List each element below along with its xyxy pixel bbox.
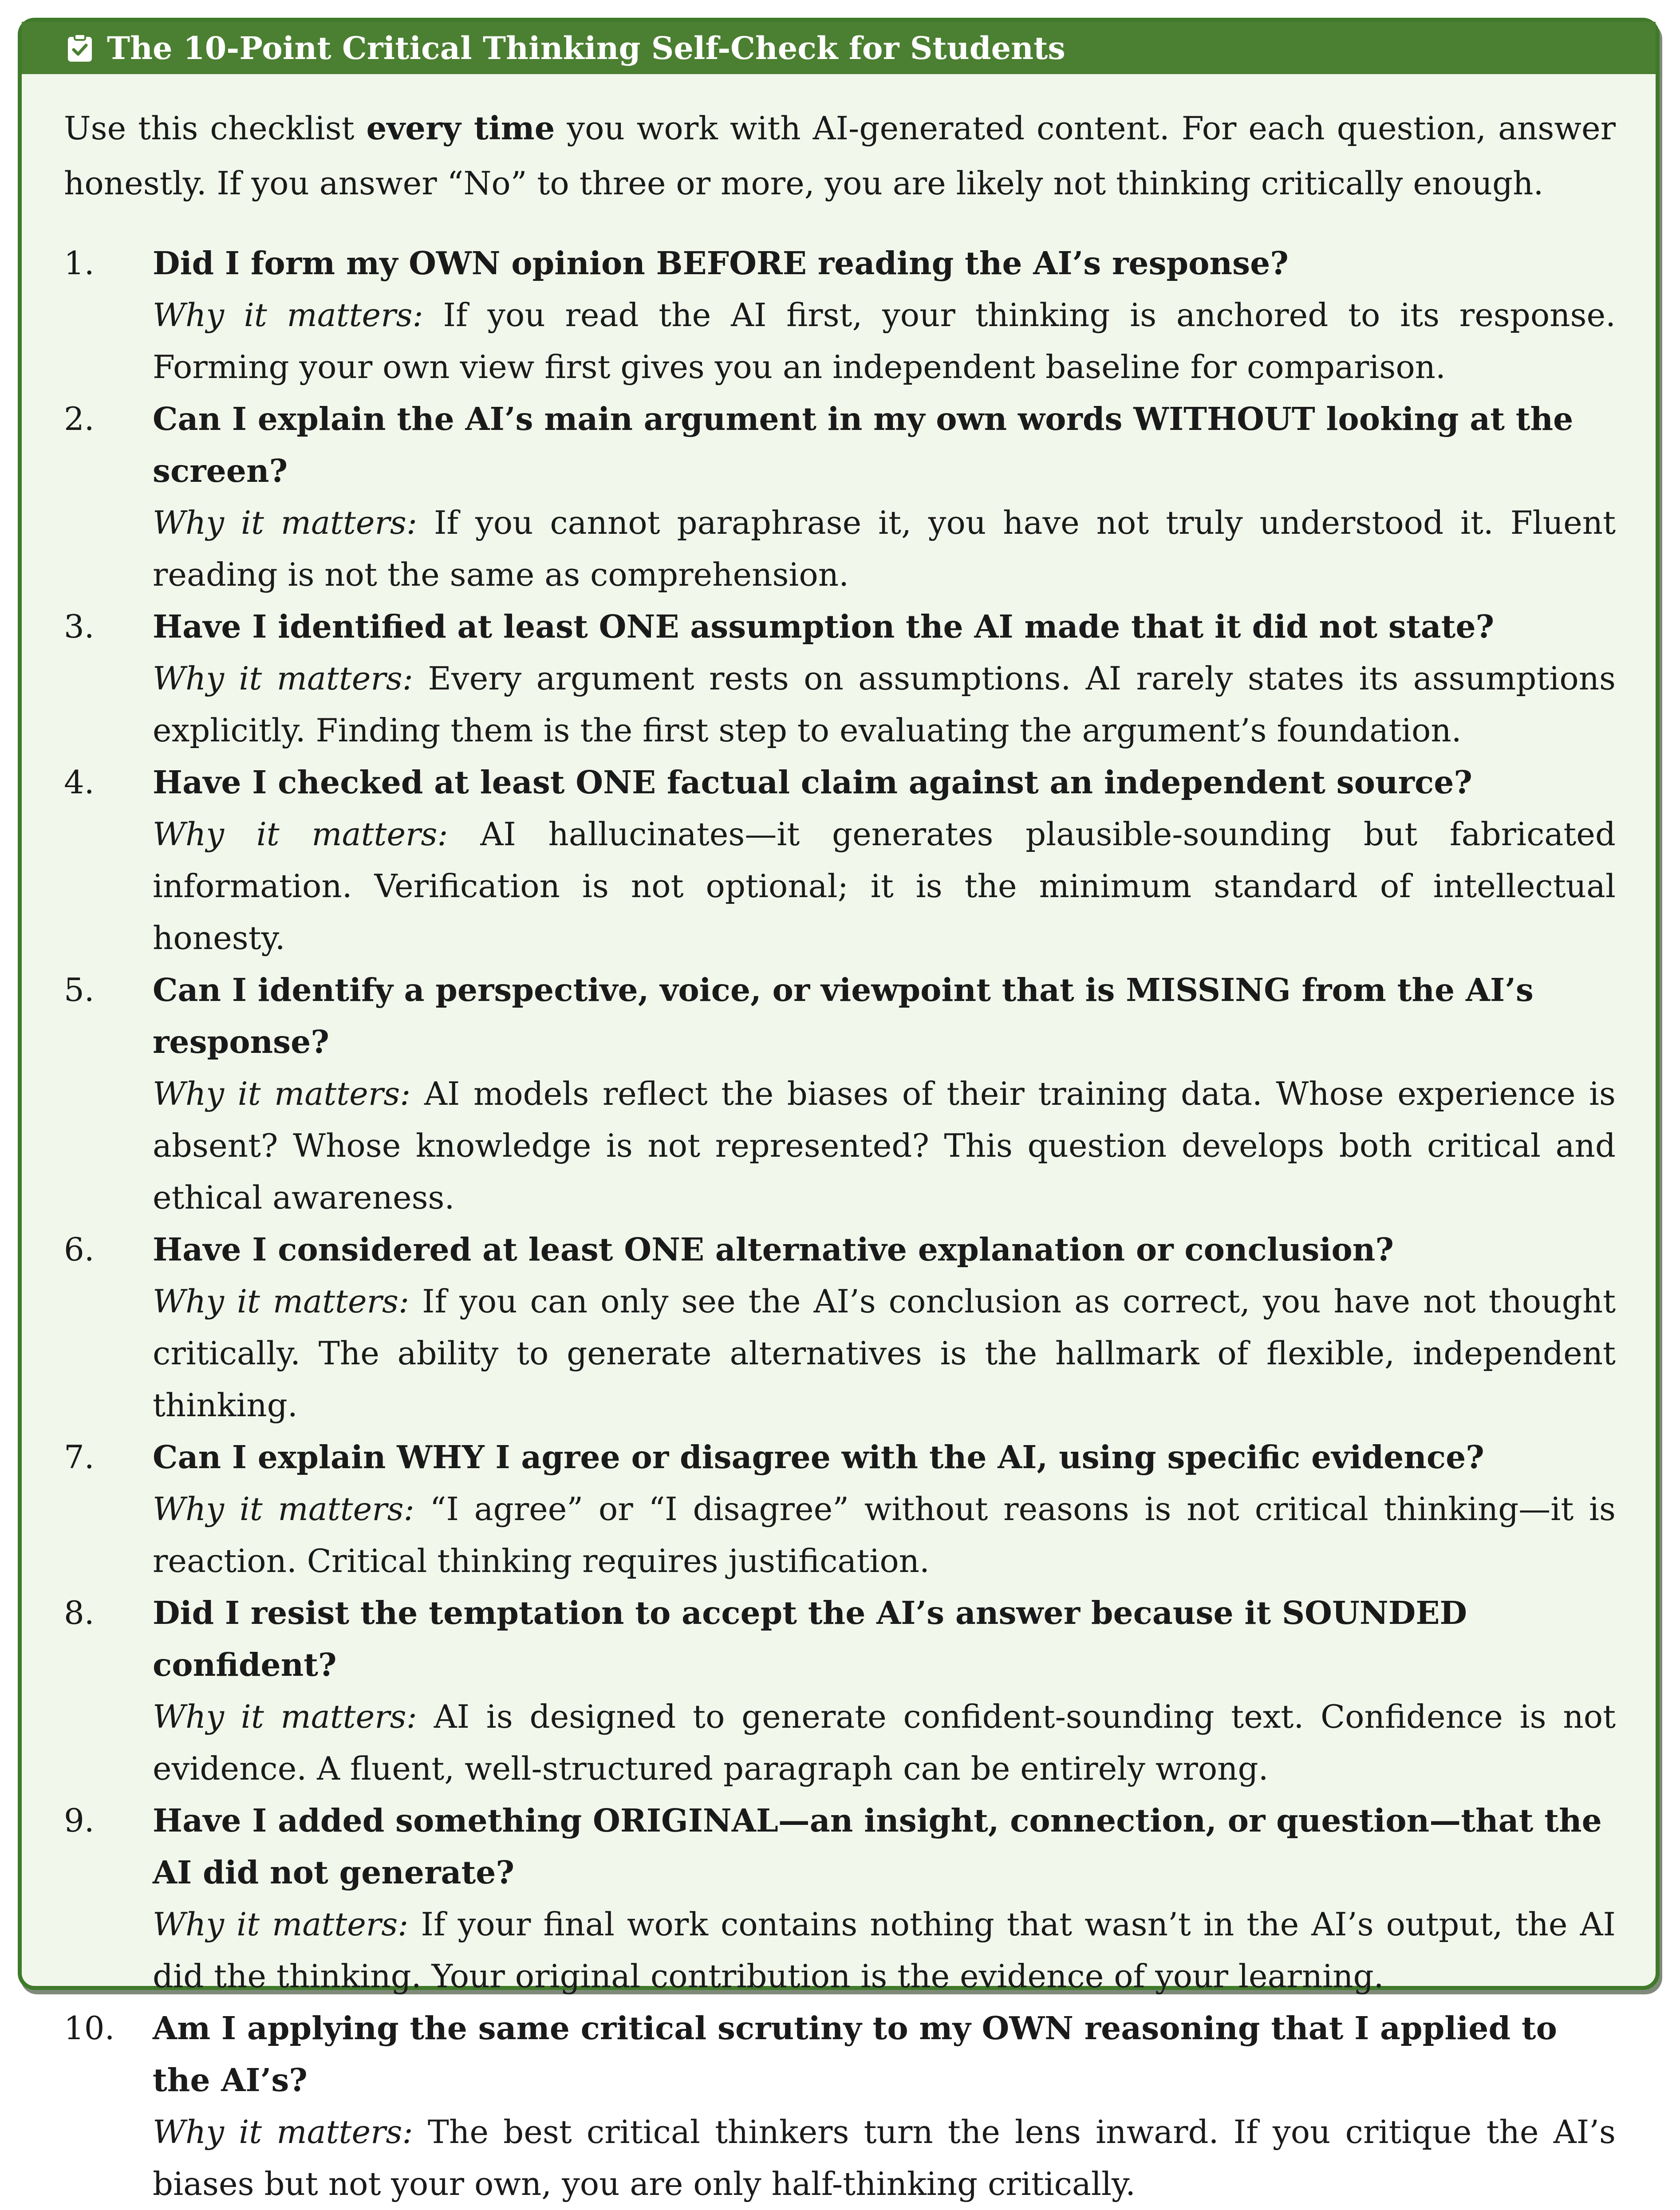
item-why-it-matters <box>153 1691 1616 1795</box>
item-body <box>153 1587 1616 1795</box>
why-text: If you can only see the AI’s conclusion as correct, you have not thought critically. The ability to generate alternatives is the hallmark of flexible, independent thinking. <box>153 1283 1616 1424</box>
item-why-it-matters <box>153 653 1616 756</box>
item-question: Am I applying the same critical scrutiny to my OWN reasoning that I applied to the AI’s? <box>153 2009 1557 2099</box>
why-label: Why it matters: <box>153 1906 409 1943</box>
why-text: If you cannot paraphrase it, you have not truly understood it. Fluent reading is not the same as comprehension. <box>153 504 1616 593</box>
checklist-item <box>64 756 1616 964</box>
item-number: 8. <box>64 1594 95 1631</box>
checklist-item <box>64 2002 1616 2210</box>
item-number: 4. <box>64 764 95 801</box>
why-label: Why it matters: <box>153 815 448 853</box>
item-question: Have I considered at least ONE alternative explanation or conclusion? <box>153 1231 1394 1268</box>
checklist-title: The 10-Point Critical Thinking Self-Check for Students <box>107 29 1065 67</box>
checklist-items <box>64 237 1616 2210</box>
item-body <box>153 756 1616 964</box>
item-why-it-matters <box>153 1899 1616 2002</box>
item-question: Did I resist the temptation to accept the AI’s answer because it SOUNDED confident? <box>153 1594 1467 1683</box>
item-body <box>153 393 1616 601</box>
item-number: 7. <box>64 1438 95 1476</box>
item-why-it-matters <box>153 1068 1616 1224</box>
item-number: 6. <box>64 1231 95 1268</box>
item-body <box>153 601 1616 756</box>
item-body <box>153 237 1616 393</box>
item-number: 1. <box>64 244 95 282</box>
why-label: Why it matters: <box>153 504 418 541</box>
item-why-it-matters <box>153 2106 1616 2210</box>
why-text: AI is designed to generate confident-sounding text. Confidence is not evidence. A fluent, well-structured paragraph can be entirely wrong. <box>153 1698 1616 1787</box>
why-text: “I agree” or “I disagree” without reasons is not critical thinking—it is reaction. Critical thinking requires justification. <box>153 1490 1616 1580</box>
item-question: Did I form my OWN opinion BEFORE reading the AI’s response? <box>153 244 1289 282</box>
checklist-header <box>22 22 1656 74</box>
item-question: Have I checked at least ONE factual claim against an independent source? <box>153 764 1473 801</box>
checklist-item <box>64 237 1616 393</box>
checklist-item <box>64 1587 1616 1795</box>
intro-text-bold: every time <box>366 109 555 147</box>
item-body <box>153 1795 1616 2002</box>
checklist-content <box>22 74 1656 2210</box>
item-why-it-matters <box>153 1483 1616 1587</box>
checklist-item <box>64 1224 1616 1431</box>
why-label: Why it matters: <box>153 2113 413 2151</box>
why-text: If your final work contains nothing that wasn’t in the AI’s output, the AI did the thinking. Your original contribution is the evidence of your learning. <box>153 1906 1616 1995</box>
checklist-item <box>64 1431 1616 1587</box>
why-text: Every argument rests on assumptions. AI rarely states its assumptions explicitly. Finding them is the first step to evaluating the argument’s foundation. <box>153 660 1616 749</box>
item-why-it-matters <box>153 1276 1616 1431</box>
checklist-item <box>64 964 1616 1224</box>
why-label: Why it matters: <box>153 1283 410 1320</box>
checklist-item <box>64 393 1616 601</box>
item-number: 2. <box>64 400 95 437</box>
item-number: 10. <box>64 2009 115 2047</box>
why-label: Why it matters: <box>153 1490 414 1528</box>
item-question: Have I added something ORIGINAL—an insight, connection, or question—that the AI did not generate? <box>153 1802 1602 1891</box>
why-text: AI models reflect the biases of their training data. Whose experience is absent? Whose knowledge is not represented? This question develops both critical and ethical awareness. <box>153 1075 1616 1216</box>
why-label: Why it matters: <box>153 296 423 334</box>
intro-paragraph <box>64 101 1616 211</box>
item-number: 3. <box>64 608 95 645</box>
item-body <box>153 1431 1616 1587</box>
item-number: 9. <box>64 1802 95 1839</box>
item-body <box>153 964 1616 1224</box>
why-label: Why it matters: <box>153 1698 417 1735</box>
why-text: AI hallucinates—it generates plausible-sounding but fabricated information. Verification is not optional; it is the minimum standard of intellectual honesty. <box>153 815 1616 957</box>
item-body <box>153 2002 1616 2210</box>
checklist-box <box>18 18 1660 2202</box>
why-text: The best critical thinkers turn the lens inward. If you critique the AI’s biases but not your own, you are only half-thinking critically. <box>153 2113 1616 2202</box>
intro-text-before: Use this checklist <box>64 110 367 147</box>
why-label: Why it matters: <box>153 1075 411 1112</box>
intro-text-after: you work with AI-generated content. For each question, answer honestly. If you answer “No” to three or more, you are likely not thinking critically enough. <box>64 110 1616 202</box>
item-question: Can I identify a perspective, voice, or viewpoint that is MISSING from the AI’s response? <box>153 971 1534 1060</box>
checklist-item <box>64 601 1616 756</box>
item-body <box>153 1224 1616 1431</box>
item-why-it-matters <box>153 808 1616 964</box>
item-question: Can I explain the AI’s main argument in my own words WITHOUT looking at the screen? <box>153 400 1574 489</box>
item-question: Can I explain WHY I agree or disagree with the AI, using specific evidence? <box>153 1438 1484 1476</box>
why-text: If you read the AI first, your thinking is anchored to its response. Forming your own view first gives you an independent baseline for comparison. <box>153 296 1616 386</box>
why-label: Why it matters: <box>153 660 414 697</box>
item-why-it-matters <box>153 289 1616 393</box>
clipboard-check-icon <box>66 33 94 63</box>
item-why-it-matters <box>153 497 1616 601</box>
checklist-item <box>64 1795 1616 2002</box>
item-number: 5. <box>64 971 95 1008</box>
item-question: Have I identified at least ONE assumption the AI made that it did not state? <box>153 608 1495 645</box>
